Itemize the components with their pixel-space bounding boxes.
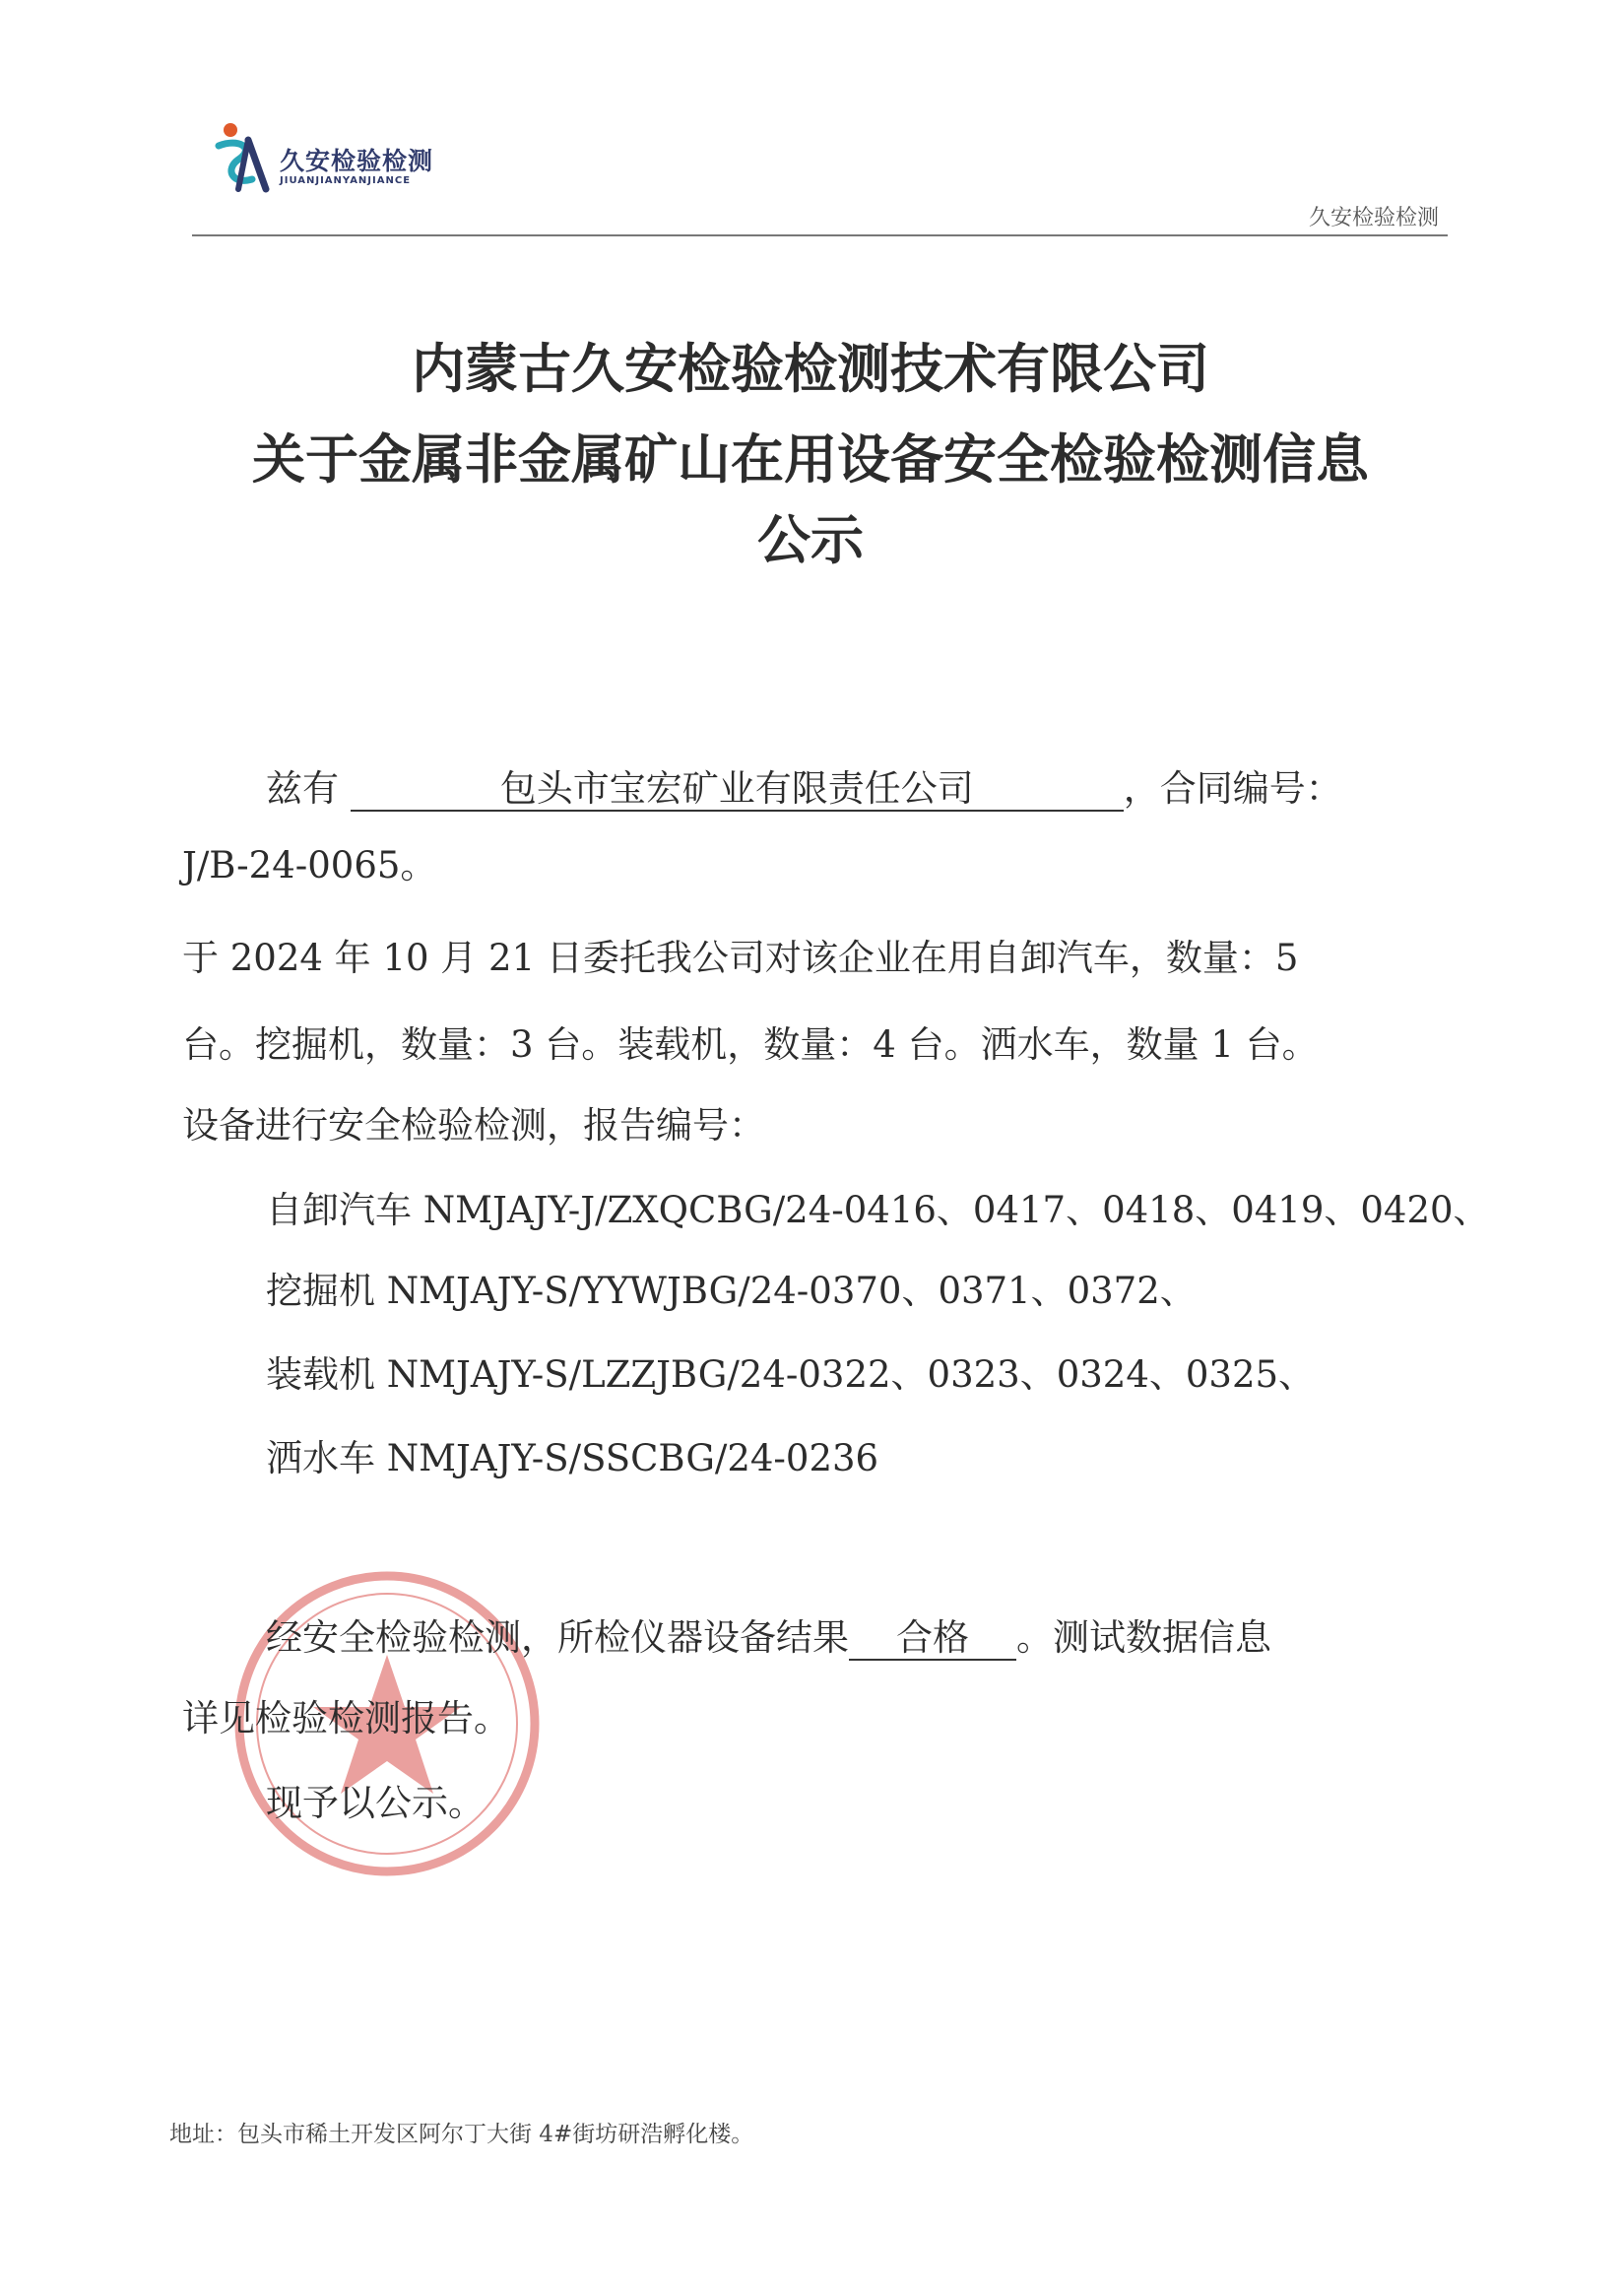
paragraph-line-3: 设备进行安全检验检测，报告编号： [182,1104,765,1147]
report-line: 挖掘机 NMJAJY-S/YYWJBG/24-0370、0371、0372、 [266,1270,1197,1312]
title-line-2: 关于金属非金属矿山在用设备安全检验检测信息 [252,428,1369,491]
report-line: 洒水车 NMJAJY-S/SSCBG/24-0236 [266,1437,879,1479]
logo-text-cn: 久安检验检测 [280,147,434,175]
header-label: 久安检验检测 [1308,206,1439,230]
logo-mark-icon [209,116,274,195]
result-prefix: 经安全检验检测，所检仪器设备结果 [266,1616,849,1659]
title-line-3: 公示 [757,509,864,571]
company-logo [209,116,504,195]
paragraph-company [266,758,1342,812]
logo-text-en: JIUANJIANYANJIANCE [280,175,412,186]
company-name: 包头市宝宏矿业有限责任公司 [351,769,1124,812]
report-line: 装载机 NMJAJY-S/LZZJBG/24-0322、0323、0324、0325、 [266,1353,1316,1396]
paragraph-line-2: 台。挖掘机，数量：3 台。装载机，数量：4 台。洒水车，数量 1 台。 [182,1023,1319,1066]
result-paragraph-line-2: 详见检验检测报告。 [182,1697,510,1739]
company-prefix: 兹有 [266,767,339,810]
title-line-1: 内蒙古久安检验检测技术有限公司 [412,338,1209,400]
announcement-closing: 现予以公示。 [266,1782,485,1824]
contract-number: J/B-24-0065。 [182,844,437,886]
report-line: 自卸汽车 NMJAJY-J/ZXQCBG/24-0416、0417、0418、0419、0420、 [266,1189,1490,1231]
result-value: 合格 [849,1618,1016,1661]
result-suffix: 。测试数据信息 [1016,1616,1271,1659]
header-divider [192,234,1448,236]
paragraph-line-1: 于 2024 年 10 月 21 日委托我公司对该企业在用自卸汽车，数量：5 [182,937,1299,979]
contract-label: ，合同编号： [1123,767,1342,810]
result-paragraph [266,1607,1271,1661]
footer-address: 地址：包头市稀土开发区阿尔丁大街 4#街坊研浩孵化楼。 [169,2122,754,2147]
